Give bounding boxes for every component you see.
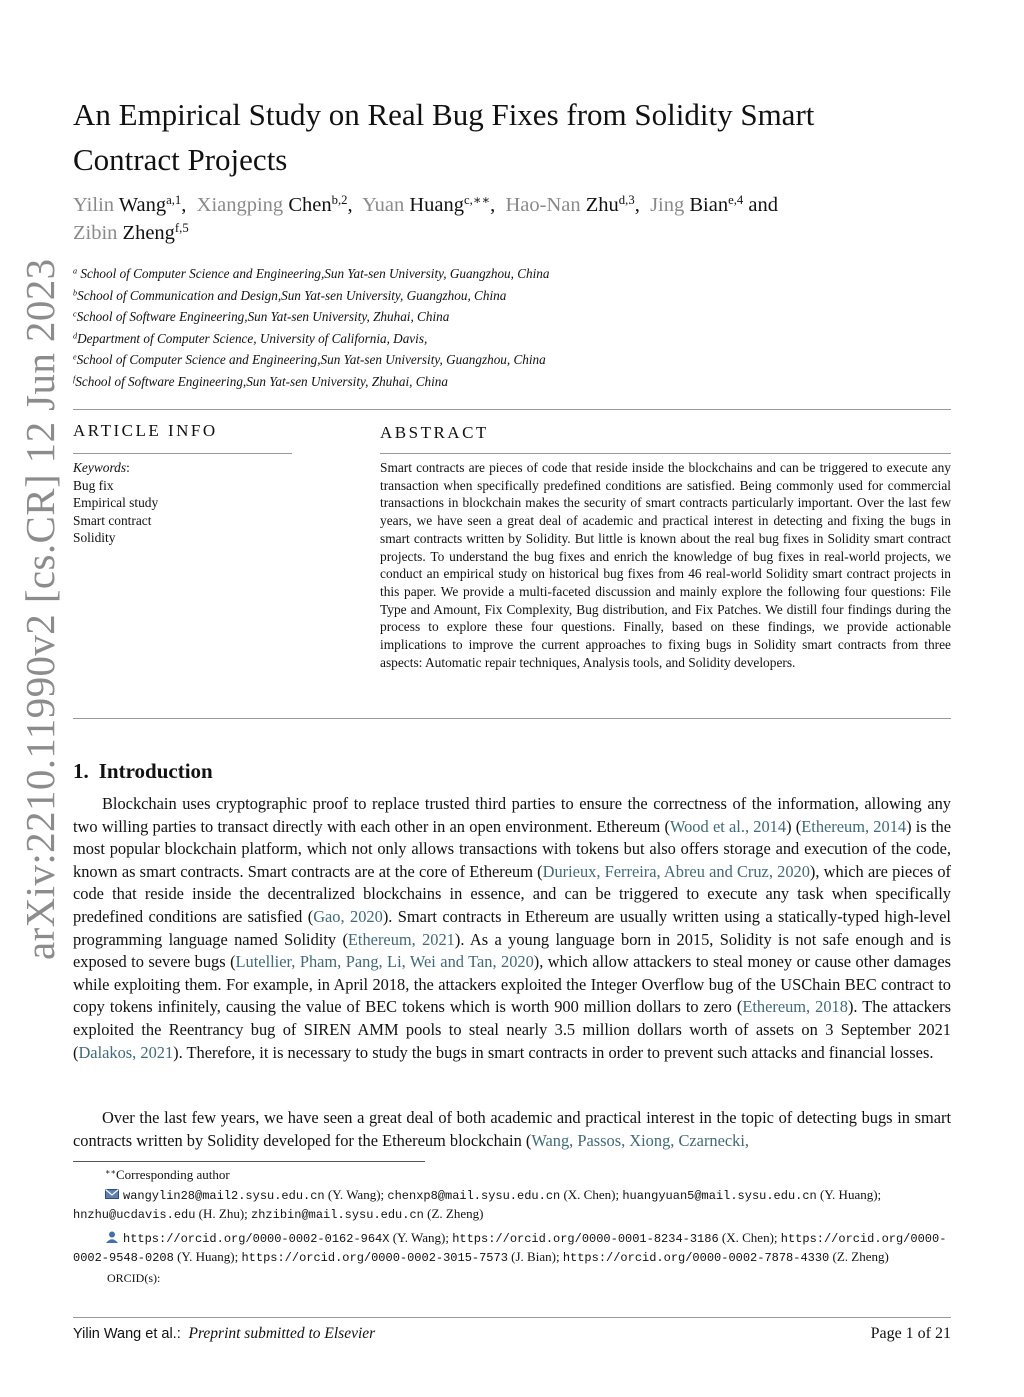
author-and: and <box>748 194 778 216</box>
email-owner: (Y. Wang); <box>324 1186 388 1202</box>
corresponding-mark: ∗∗ <box>105 1167 116 1177</box>
affiliation-mark: d <box>73 331 78 341</box>
divider <box>73 718 951 719</box>
affiliation <box>73 285 953 307</box>
footnotes <box>73 1166 951 1288</box>
orcid-link[interactable]: https://orcid.org/0000-0002-0162-964X <box>123 1231 390 1246</box>
section-number: 1. <box>73 759 89 783</box>
affiliation-mark: e <box>73 352 77 362</box>
section-heading-introduction <box>73 759 213 784</box>
citation-link[interactable]: Ethereum, 2021 <box>347 929 455 949</box>
affiliation <box>73 263 953 285</box>
citation-link[interactable]: Durieux, Ferreira, Abreu and Cruz, 2020 <box>542 861 810 881</box>
orcid-label: ORCID(s): <box>107 1270 161 1285</box>
orcid-link[interactable]: https://orcid.org/0000-0002-9548-0208 <box>73 1231 947 1266</box>
author-affiliation-mark: c,∗∗ <box>464 193 491 208</box>
email-address[interactable]: wangylin28@mail2.sysu.edu.cn <box>123 1188 325 1203</box>
citation-link[interactable]: Wang, Passos, Xiong, Czarnecki, <box>531 1130 749 1150</box>
affiliation-mark: f <box>73 374 76 384</box>
text-run: ), which are pieces of code that reside inside the decentralized blockchains in essence, and can be triggered to execute any task when specifically predefined conditions are satisfied ( <box>73 861 951 926</box>
orcid-footnote <box>73 1229 951 1268</box>
author <box>73 194 181 216</box>
author <box>197 194 348 216</box>
orcid-owner: (Y. Wang); <box>389 1229 453 1245</box>
author-affiliation-mark: e,4 <box>728 193 744 208</box>
citation-link[interactable]: Lutellier, Pham, Pang, Li, Wei and Tan, 2020 <box>235 952 534 972</box>
email-address[interactable]: hnzhu@ucdavis.edu <box>73 1208 196 1223</box>
footer-authors: Yilin Wang et al. <box>73 1326 177 1342</box>
email-owner: (Z. Zheng) <box>423 1206 484 1222</box>
author-affiliation-mark: a,1 <box>166 193 182 208</box>
corresponding-text: Corresponding author <box>115 1167 230 1182</box>
text-run: ). As a young language born in 2015, Solidity is not safe enough and is exposed to severe bugs ( <box>73 929 951 972</box>
affiliation-text: School of Computer Science and Engineering,Sun Yat-sen University, Guangzhou, China <box>76 352 546 368</box>
orcid-link[interactable]: https://orcid.org/0000-0002-3015-7573 <box>241 1251 508 1266</box>
author-family-name: Bian <box>689 194 729 216</box>
intro-paragraph-2 <box>73 1107 951 1152</box>
author-family-name: Zhu <box>585 194 619 216</box>
affiliation-mark: b <box>73 288 78 298</box>
person-icon <box>105 1231 119 1243</box>
footer-venue: Preprint submitted to Elsevier <box>188 1325 376 1342</box>
citation-link[interactable]: Dalakos, 2021 <box>78 1042 174 1062</box>
divider <box>380 453 951 454</box>
page-number: Page 1 of 21 <box>870 1325 951 1342</box>
author <box>506 194 635 216</box>
keywords-block <box>73 459 158 547</box>
citation-link[interactable]: Wood et al., 2014 <box>669 816 787 836</box>
affiliation-text: School of Communication and Design,Sun Yat-sen University, Guangzhou, China <box>77 287 507 303</box>
orcid-owner: (X. Chen); <box>718 1229 781 1245</box>
email-address[interactable]: chenxp8@mail.sysu.edu.cn <box>387 1188 561 1203</box>
email-address[interactable]: huangyuan5@mail.sysu.edu.cn <box>622 1188 817 1203</box>
email-address[interactable]: zhzibin@mail.sysu.edu.cn <box>251 1208 424 1223</box>
text-run: Blockchain uses cryptographic proof to replace trusted third parties to ensure the correctness of the information, allowing any two willing parties to transact directly with each other in an open environment. Ethereum ( <box>73 794 951 836</box>
citation-link[interactable]: Ethereum, 2014 <box>801 816 907 836</box>
text-run: ) ( <box>786 816 802 836</box>
affiliation <box>73 371 953 393</box>
footer-rule <box>73 1317 951 1318</box>
author-family-name: Zheng <box>122 222 175 244</box>
orcid-link[interactable]: https://orcid.org/0000-0002-7878-4330 <box>562 1251 830 1266</box>
email-footnote <box>73 1186 951 1225</box>
text-run: ). Smart contracts in Ethereum are usually written using a statically-typed high-level programming language named Solidity ( <box>73 906 951 949</box>
email-owner: (Y. Huang); <box>816 1186 882 1202</box>
author-given-name: Hao-Nan <box>505 194 581 216</box>
author-given-name: Zibin <box>73 222 118 244</box>
article-info-heading: ARTICLE INFO <box>73 421 218 440</box>
email-icon <box>105 1188 119 1200</box>
corresponding-author-note <box>73 1166 951 1184</box>
keyword: Smart contract <box>73 512 152 528</box>
affiliation <box>73 349 953 371</box>
orcid-owner: (Y. Huang); <box>173 1249 242 1265</box>
author-affiliation-mark: b,2 <box>331 193 348 208</box>
email-owner: (H. Zhu); <box>195 1206 252 1222</box>
citation-link[interactable]: Ethereum, 2018 <box>742 997 848 1017</box>
author <box>73 222 189 244</box>
abstract-text: Smart contracts are pieces of code that reside inside the blockchains and can be triggered to execute any transaction when specifically predefined conditions are satisfied. Being commonly used for commercial transactions in blockchain makes the security of smart contracts particularly important. Over the last few years, we have seen a great deal of academic and practical interest in detecting and fixing the bugs in smart contracts written by Solidity. But little is known about the real bug fixes in Solidity smart contract projects. To understand the bug fixes and enrich the knowledge of bug fixes in real-world projects, we conduct an empirical study on historical bug fixes from 46 real-world Solidity smart contract projects in this paper. We provide a multi-faceted discussion and mainly explore the following four questions: File Type and Amount, Fix Complexity, Bug distribution, and Fix Patches. We distill four findings during the process to explore these four questions. Finally, based on these findings, we provide actionable implications to improve the current approaches to fixing bugs in Solidity smart contracts from three aspects: Automatic repair techniques, Analysis tools, and Solidity developers. <box>380 460 951 670</box>
section-title: Introduction <box>98 759 213 783</box>
text-run: ). Therefore, it is necessary to study the bugs in smart contracts in order to prevent such attacks and financial losses. <box>173 1042 934 1062</box>
affiliation-text: School of Software Engineering,Sun Yat-sen University, Zhuhai, China <box>75 373 448 389</box>
author-given-name: Xiangping <box>196 194 284 216</box>
author-given-name: Yilin <box>73 194 115 216</box>
text-run: Over the last few years, we have seen a great deal of both academic and practical interest in the topic of detecting bugs in smart contracts written by Solidity developed for the Ethereum blockchain ( <box>73 1108 951 1150</box>
text-run: ), which allow attackers to steal money or cause other damages while exploiting them. For example, in April 2018, the attackers exploited the Integer Overflow bug of the USChain BEC contract to copy tokens infinitely, causing the value of BEC tokens which is worth 900 million dollars to zero ( <box>73 952 951 1017</box>
footer-separator: : <box>176 1326 181 1342</box>
author-affiliation-mark: f,5 <box>174 221 189 236</box>
paper-title <box>73 92 953 182</box>
divider <box>73 409 951 410</box>
text-run: ). The attackers exploited the Reentrancy bug of SIREN AMM pools to steal nearly 3.5 million dollars worth of assets on 3 September 2021 ( <box>73 997 951 1062</box>
affiliation-text: School of Computer Science and Engineering,Sun Yat-sen University, Guangzhou, China <box>80 266 550 281</box>
footnote-rule <box>73 1161 425 1162</box>
author <box>362 194 490 216</box>
orcid-owner: (J. Bian); <box>507 1249 563 1265</box>
keyword: Bug fix <box>73 477 114 493</box>
affiliation <box>73 306 953 328</box>
citation-link[interactable]: Gao, 2020 <box>313 906 383 926</box>
title-line-2: Contract Projects <box>73 142 288 177</box>
keywords-label: Keywords <box>73 460 127 475</box>
author-affiliation-mark: d,3 <box>618 193 635 208</box>
author-given-name: Yuan <box>362 194 405 216</box>
title-line-1: An Empirical Study on Real Bug Fixes from Solidity Smart <box>73 97 815 132</box>
running-footer <box>73 1325 375 1343</box>
affiliation-mark: a <box>73 266 78 276</box>
affiliation-text: School of Software Engineering,Sun Yat-sen University, Zhuhai, China <box>76 309 450 325</box>
author-family-name: Chen <box>288 194 332 216</box>
affiliation-mark: c <box>73 309 77 319</box>
email-owner: (X. Chen); <box>560 1186 623 1202</box>
author-family-name: Huang <box>409 194 465 216</box>
author-given-name: Jing <box>650 194 685 216</box>
keywords-label-line: Keywords: <box>73 460 130 475</box>
affiliation-list <box>73 263 953 393</box>
author <box>650 194 743 216</box>
keyword: Solidity <box>73 530 116 546</box>
abstract-heading: ABSTRACT <box>380 423 489 442</box>
affiliation <box>73 328 953 350</box>
author-list: Yilin Wang$^{a,1}$, Xiangping Chen$^{b,2}$, Yuan Huang$^{c,∗∗}$, Hao-Nan Zhu$^{d,3}$, Jing Bian$^{e,4}$ and Zibin Zheng$^{f,5}$ <box>73 193 778 244</box>
text-run: ) is the most popular blockchain platform, which not only allows transactions with tokens but also offers storage and execution of the code, known as smart contracts. Smart contracts are at the core of Ethereum ( <box>73 816 951 881</box>
keyword: Empirical study <box>73 495 159 511</box>
orcid-owner: (Z. Zheng) <box>829 1249 889 1265</box>
divider <box>73 453 292 454</box>
author-family-name: Wang <box>118 194 167 216</box>
affiliation-text: Department of Computer Science, University of California, Davis, <box>77 330 428 346</box>
intro-paragraph-1 <box>73 793 951 1064</box>
arxiv-stamp: arXiv:2210.11990v2 [cs.CR] 12 Jun 2023 <box>17 258 63 960</box>
orcid-link[interactable]: https://orcid.org/0000-0001-8234-3186 <box>452 1231 719 1246</box>
